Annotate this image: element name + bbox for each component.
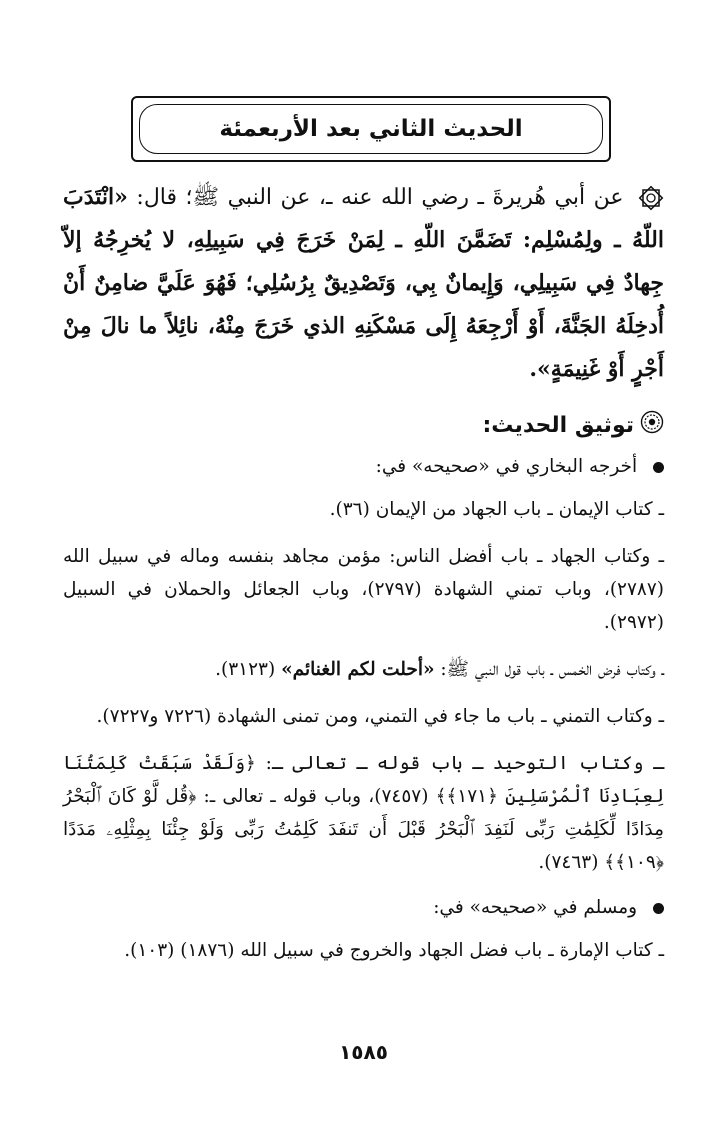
bukhari-item-khums	[63, 653, 664, 686]
bukhari-intro: أخرجه البخاري في «صحيحه» في:	[375, 456, 638, 477]
bullet-icon	[653, 462, 664, 473]
hadith-title: الحديث الثاني بعد الأربعمئة	[219, 116, 523, 142]
muslim-intro: ومسلم في «صحيحه» في:	[433, 897, 638, 918]
hadith-text: «انْتَدَبَ اللّهُ ـ ولِمُسْلِم: تَضَمَّنَ اللّهِ ـ لِمَنْ خَرَجَ فِي سَبِيلِهِ، لا يُخرِجُهُ إلاّ جِهادٌ فِي سَبِيلِي، وَإِيمانٌ بِي، وَتَصْدِيقٌ بِرُسُلِي؛ فَهُوَ عَلَيَّ ضامِنٌ أَنْ أُدخِلَهُ الجَنَّةَ، أَوْ أَرْجِعَهُ إِلَى مَسْكَنِهِ الذي خَرَجَ مِنْهُ، نائِلاً ما نالَ مِنْ أَجْرٍ أَوْ غَنِيمَةٍ».	[63, 184, 664, 382]
muslim-item-imara: ـ كتاب الإمارة ـ باب فضل الجهاد والخروج في سبيل الله (١٨٧٦) (١٠٣).	[124, 940, 664, 961]
bukhari-item-iman: ـ كتاب الإيمان ـ باب الجهاد من الإيمان (٣٦).	[329, 499, 664, 520]
title-frame	[131, 96, 611, 162]
eight-point-star-icon	[638, 185, 664, 211]
khums-ref: (٣١٢٣).	[215, 659, 282, 680]
bullet-icon	[653, 903, 664, 914]
documentation-body	[63, 450, 664, 967]
section-heading-text: توثيق الحديث:	[482, 412, 634, 438]
hadith-block	[63, 176, 664, 391]
bukhari-item-tamanni: ـ وكتاب التمني ـ باب ما جاء في التمني، ومن تمنى الشهادة (٧٢٢٦ و٧٢٢٧).	[96, 706, 664, 727]
khums-quote: «أحلت لكم الغنائم»	[281, 659, 435, 680]
hadith-intro: عن أبي هُريرةَ ـ رضي الله عنه ـ، عن النبي ﷺ؛ قال:	[136, 185, 624, 210]
section-heading	[483, 410, 665, 440]
bukhari-item-jihad: ـ وكتاب الجهاد ـ باب أفضل الناس: مؤمن مجاهد بنفسه وماله في سبيل الله (٢٧٨٧)، وباب تمني الشهادة (٢٧٩٧)، وباب الجعائل والحملان في السبيل (٢٩٧٢).	[63, 546, 665, 633]
title-inner-frame	[139, 104, 603, 154]
page-number: ١٥٨٥	[339, 1040, 388, 1064]
bukhari-item-tawhid: ـ وكتاب التوحيد ـ باب قوله ـ تعالى ـ: ﴿وَلَقَدْ سَبَقَتْ كَلِمَتُنَا لِعِبَادِنَا ٱلْمُرْسَلِينَ ﴿١٧١﴾﴾ (٧٤٥٧)، وباب قوله ـ تعالى ـ: ﴿قُل لَّوْ كَانَ ٱلْبَحْرُ مِدَادًا لِّكَلِمَٰتِ رَبِّى لَنَفِدَ ٱلْبَحْرُ قَبْلَ أَن تَنفَدَ كَلِمَٰتُ رَبِّى وَلَوْ جِئْنَا بِمِثْلِهِۦ مَدَدًا ﴿١٠٩﴾﴾ (٧٤٦٣).	[63, 753, 664, 873]
rosette-icon	[640, 410, 664, 440]
khums-text: ـ وكتاب فرض الخمس ـ باب قول النبي ﷺ:	[434, 659, 664, 680]
